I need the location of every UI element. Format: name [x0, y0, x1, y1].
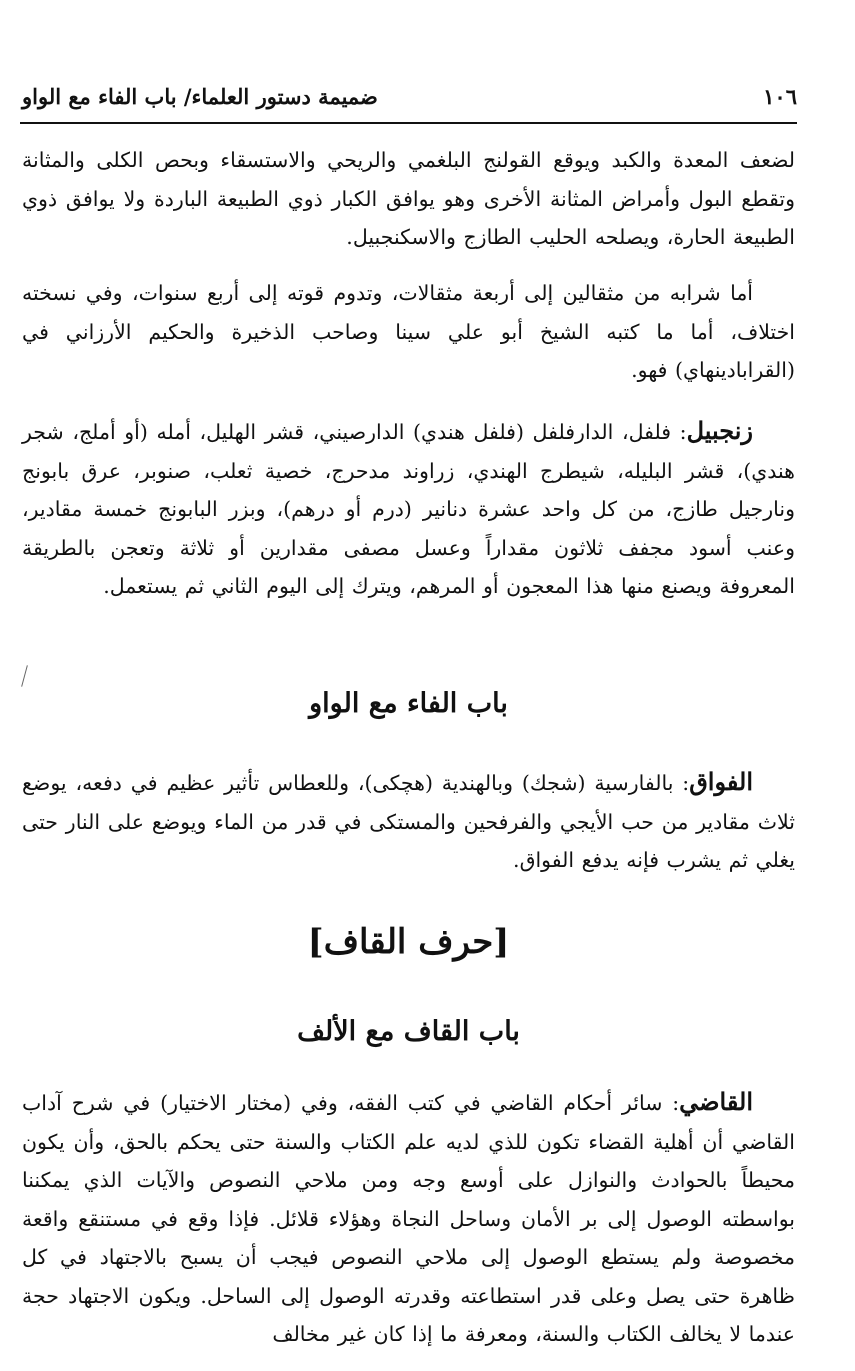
- entry-zanjabil: [22, 412, 795, 606]
- entry-text: : فلفل، الدارفلفل (فلفل هندي) الدارصيني، قشر الهليل، أمله (أو أملج، شجر هندي)، قشر البليله، شيطرج الهندي، زراوند مدحرج، خصية ثعلب، صنوبر، عرق بابونج ونارجيل طازج، من كل واحد عشرة دنانير (درم أو درهم)، وبزر البابونج خمسة مقادير، وعنب أسود مجفف ثلاثون مقداراً وعسل مصفى مقدارين أو ثلاثة وتعجن بالطريقة المعروفة ويصنع منها هذا المعجون أو المرهم، ويترك إلى اليوم الثاني ثم يستعمل.: [22, 420, 795, 598]
- stray-mark: [21, 665, 28, 687]
- section-heading: باب القاف مع الألف: [297, 1016, 520, 1047]
- entry-term: الفواق: [689, 767, 753, 796]
- page-number: ١٠٦: [763, 83, 797, 109]
- running-title: ضميمة دستور العلماء/ باب الفاء مع الواو: [22, 83, 378, 109]
- entry-text: : سائر أحكام القاضي في كتب الفقه، وفي (مختار الاختيار) في شرح آداب القاضي أن أهلية القضاء تكون للذي لديه علم الكتاب والسنة حتى يحكم بالحق، وأن يكون محيطاً بالحوادث والنوازل على أوسع وجه ومن ملاحي النصوص والآيات الذي يمكننا بواسطته الوصول إلى بر الأمان وساحل النجاة وهؤلاء قلائل. فإذا وقع في مستنقع واقعة مخصوصة ولم يستطع الوصول إلى ملاحي النصوص فيجب أن يسبح بالاجتهاد في كل ظاهرة حتى يصل وعلى قدر استطاعته وقدرته الوصول إلى الساحل. ويكون الاجتهاد حجة عندما لا يخالف الكتاب والسنة، ومعرفة ما إذا كان غير مخالف: [22, 1091, 795, 1346]
- paragraph-syrup: أما شرابه من مثقالين إلى أربعة مثقالات، وتدوم قوته إلى أربع سنوات، وفي نسخته اختلاف، أما ما كتبه الشيخ أبو علي سينا وصاحب الذخيرة والحكيم الأرزاني في (القرابادينهاي) فهو.: [22, 281, 795, 382]
- running-header: [22, 78, 797, 114]
- entry-fuwaq: [22, 763, 795, 880]
- letter-heading: [حرف القاف]: [307, 922, 510, 962]
- header-divider: [20, 122, 797, 124]
- entry-text: : بالفارسية (شجك) وبالهندية (هچكى)، وللعطاس تأثير عظيم في دفعه، يوضع ثلاث مقادير من حب الأيجي والفرفحين والمستكى في قدر من الماء ويوضع على النار حتى يغلي ثم يشرب فإنه يدفع الفواق.: [22, 771, 795, 872]
- entry-term: زنجبيل: [686, 416, 753, 445]
- entry-term: القاضي: [679, 1087, 753, 1116]
- entry-qadi: [22, 1083, 795, 1354]
- paragraph-continuation: لضعف المعدة والكبد ويوقع القولنج البلغمي والريحي والاستسقاء وبحص الكلى والمثانة وتقطع البول وأمراض المثانة الأخرى وهو يوافق الكبار ذوي الطبيعة الباردة ولا يوافق ذوي الطبيعة الحارة، ويصلحه الحليب الطازج والاسكنجبيل.: [22, 148, 795, 249]
- section-heading: باب الفاء مع الواو: [309, 688, 508, 719]
